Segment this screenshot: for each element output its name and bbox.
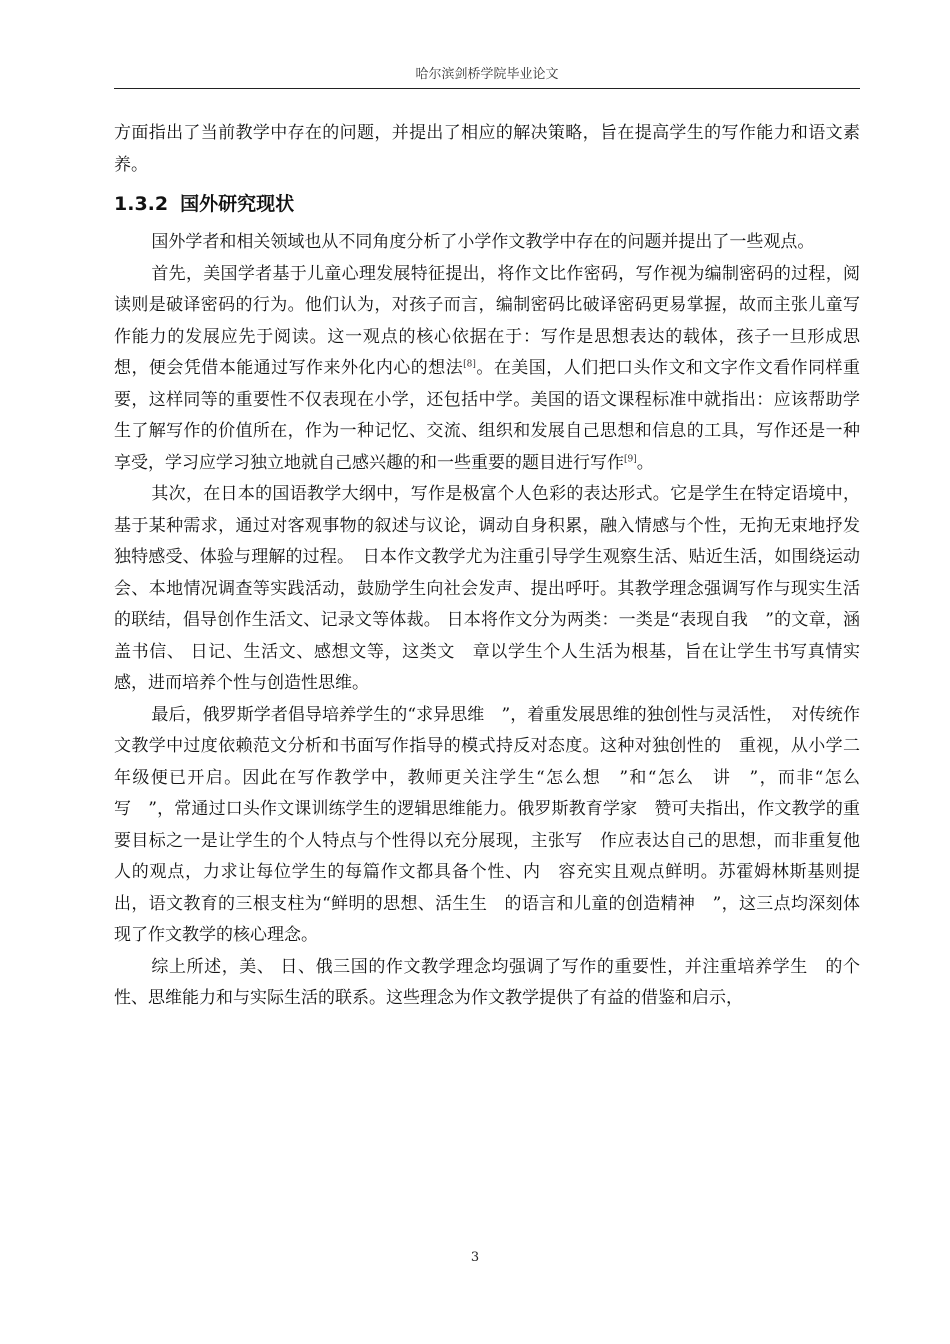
page-body <box>114 118 860 1015</box>
running-header: 哈尔滨剑桥学院毕业论文 <box>415 67 559 82</box>
paragraph-usa-part1: 首先，美国学者基于儿童心理发展特征提出，将作文比作密码，写作视为编制密码的过程，阅读则是破译密码的行为。他们认为，对孩子而言，编制密码比破译密码更易掌握，故而主张儿童写作能力的发展应先于阅读。这一观点的核心依据在于：写作是思想表达的载体，孩子一旦形成思想，便会凭借本能通过写作来外化内心的想法 <box>114 263 860 378</box>
paragraph-russia: 最后，俄罗斯学者倡导培养学生的“求异思维 ”，着重发展思维的独创性与灵活性， 对传统作文教学中过度依赖范文分析和书面写作指导的模式持反对态度。这种对独创性的 重视，从小学二年级便已开启。因此在写作教学中，教师更关注学生“怎么想 ”和“怎么 讲 ”，而非“怎么写 ”，常通过口头作文课训练学生的逻辑思维能力。俄罗斯教育学家 赞可夫指出，作文教学的重要目标之一是让学生的个人特点与个性得以充分展现，主张写 作应表达自己的思想，而非重复他人的观点，力求让每位学生的每篇作文都具备个性、内 容充实且观点鲜明。苏霍姆林斯基则提出，语文教育的三根支柱为“鲜明的思想、活生生 的语言和儿童的创造精神 ”，这三点均深刻体现了作文教学的核心理念。 <box>114 704 860 945</box>
citation-8[interactable]: [8] <box>463 359 476 370</box>
paragraph-summary: 综上所述，美、 日、俄三国的作文教学理念均强调了写作的重要性，并注重培养学生 的个性、思维能力和与实际生活的联系。这些理念为作文教学提供了有益的借鉴和启示， <box>114 956 860 1008</box>
header-rule <box>114 88 860 89</box>
section-number: 1.3.2 <box>114 193 169 215</box>
section-title: 国外研究现状 <box>180 193 295 215</box>
section-heading <box>114 187 860 221</box>
citation-9[interactable]: [9] <box>624 453 637 464</box>
paragraph-japan: 其次，在日本的国语教学大纲中，写作是极富个人色彩的表达形式。它是学生在特定语境中，基于某种需求，通过对客观事物的叙述与议论，调动自身积累，融入情感与个性，无拘无束地抒发独特感受、体验与理解的过程。 日本作文教学尤为注重引导学生观察生活、贴近生活，如围绕运动会、本地情况调查等实践活动，鼓励学生向社会发声、提出呼吁。其教学理念强调写作与现实生活的联结，倡导创作生活文、记录文等体裁。 日本将作文分为两类：一类是“表现自我 ”的文章，涵盖书信、 日记、生活文、感想文等，这类文 章以学生个人生活为根基，旨在让学生书写真情实感，进而培养个性与创造性思维。 <box>114 484 860 693</box>
paragraph-usa-part3: 。 <box>636 452 654 473</box>
paragraph-continuation: 方面指出了当前教学中存在的问题，并提出了相应的解决策略，旨在提高学生的写作能力和语文素养。 <box>114 123 860 175</box>
paragraph-usa-part2: 。在美国，人们把口头作文和文字作文看作同样重要，这样同等的重要性不仅表现在小学，还包括中学。美国的语文课程标准中就指出：应该帮助学生了解写作的价值所在，作为一种记忆、交流、组织和发展自己思想和信息的工具，写作还是一种享受，学习应学习独立地就自己感兴趣的和一些重要的题目进行写作 <box>114 358 861 473</box>
page-number: 3 <box>470 1250 480 1265</box>
paragraph-intro: 国外学者和相关领域也从不同角度分析了小学作文教学中存在的问题并提出了一些观点。 <box>151 232 815 252</box>
paragraph-usa <box>114 259 860 480</box>
